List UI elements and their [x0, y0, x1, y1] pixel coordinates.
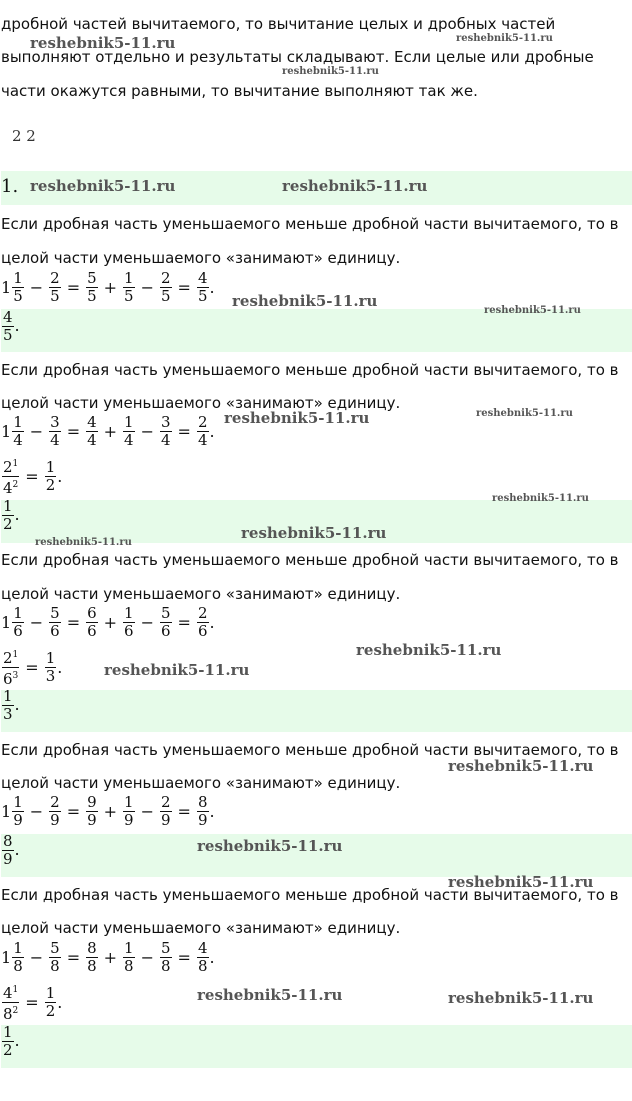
reduction-5: $\frac{4^1}{8^2}$ = $\frac{1}{2}$ . [3, 984, 63, 1023]
item-number: 1. [1, 176, 19, 197]
watermark: reshebnik5-11.ru [492, 493, 589, 504]
cut-fragment: 2 2 [12, 127, 36, 145]
watermark: reshebnik5-11.ru [356, 641, 502, 659]
answer-1: $\frac{4}{5}$ . [3, 308, 20, 344]
equation-5: 1 $\frac{1}{8}$ − $\frac{5}{8}$ = $\frac{8}{8}$ + $\frac{1}{8}$ − $\frac{5}{8}$ = $\frac{4}{8}$ . [1, 939, 215, 975]
rule-line-1: Если дробная часть уменьшаемого меньше дробной части вычитаемого, то в [1, 361, 619, 379]
reduction-3: $\frac{2^1}{6^3}$ = $\frac{1}{3}$ . [3, 649, 63, 688]
watermark: reshebnik5-11.ru [476, 408, 573, 419]
answer-4: $\frac{8}{9}$ . [3, 832, 20, 868]
watermark: reshebnik5-11.ru [241, 524, 387, 542]
watermark: reshebnik5-11.ru [282, 177, 428, 195]
watermark: reshebnik5-11.ru [232, 292, 378, 310]
equation-2: 1 $\frac{1}{4}$ − $\frac{3}{4}$ = $\frac{4}{4}$ + $\frac{1}{4}$ − $\frac{3}{4}$ = $\frac{2}{4}$ . [1, 413, 215, 449]
reduction-2: $\frac{2^1}{4^2}$ = $\frac{1}{2}$ . [3, 458, 63, 497]
rule-line-2: целой части уменьшаемого «занимают» единицу. [1, 774, 401, 792]
watermark: reshebnik5-11.ru [456, 33, 553, 44]
answer-3: $\frac{1}{3}$ . [3, 687, 20, 723]
watermark: reshebnik5-11.ru [282, 66, 379, 77]
watermark: reshebnik5-11.ru [104, 661, 250, 679]
intro-line-2: выполняют отдельно и результаты складывают. Если целые или дробные [1, 48, 594, 66]
watermark: reshebnik5-11.ru [448, 757, 594, 775]
watermark: reshebnik5-11.ru [30, 177, 176, 195]
rule-line-1: Если дробная часть уменьшаемого меньше дробной части вычитаемого, то в [1, 886, 619, 904]
watermark: reshebnik5-11.ru [197, 986, 343, 1004]
watermark: reshebnik5-11.ru [448, 873, 594, 891]
equation-4: 1 $\frac{1}{9}$ − $\frac{2}{9}$ = $\frac{9}{9}$ + $\frac{1}{9}$ − $\frac{2}{9}$ = $\frac{8}{9}$ . [1, 793, 215, 829]
rule-line-1: Если дробная часть уменьшаемого меньше дробной части вычитаемого, то в [1, 741, 619, 759]
rule-line-2: целой части уменьшаемого «занимают» единицу. [1, 249, 401, 267]
answer-2: $\frac{1}{2}$ . [3, 497, 20, 533]
watermark: reshebnik5-11.ru [484, 305, 581, 316]
answer-5: $\frac{1}{2}$ . [3, 1023, 20, 1059]
intro-line-1: дробной частей вычитаемого, то вычитание целых и дробных частей [1, 15, 556, 33]
rule-line-2: целой части уменьшаемого «занимают» единицу. [1, 585, 401, 603]
rule-line-2: целой части уменьшаемого «занимают» единицу. [1, 394, 401, 412]
answer-band [1, 687, 632, 732]
watermark: reshebnik5-11.ru [35, 537, 132, 548]
watermark: reshebnik5-11.ru [224, 409, 370, 427]
answer-band [1, 1025, 632, 1068]
intro-line-3: части окажутся равными, то вычитание выполняют так же. [1, 82, 478, 100]
watermark: reshebnik5-11.ru [30, 34, 176, 52]
watermark: reshebnik5-11.ru [197, 837, 343, 855]
rule-line-1: Если дробная часть уменьшаемого меньше дробной части вычитаемого, то в [1, 551, 619, 569]
equation-1: 1 $\frac{1}{5}$ − $\frac{2}{5}$ = $\frac{5}{5}$ + $\frac{1}{5}$ − $\frac{2}{5}$ = $\frac{4}{5}$ . [1, 269, 215, 305]
rule-line-2: целой части уменьшаемого «занимают» единицу. [1, 919, 401, 937]
rule-line-1: Если дробная часть уменьшаемого меньше дробной части вычитаемого, то в [1, 215, 619, 233]
equation-3: 1 $\frac{1}{6}$ − $\frac{5}{6}$ = $\frac{6}{6}$ + $\frac{1}{6}$ − $\frac{5}{6}$ = $\frac{2}{6}$ . [1, 604, 215, 640]
watermark: reshebnik5-11.ru [448, 989, 594, 1007]
